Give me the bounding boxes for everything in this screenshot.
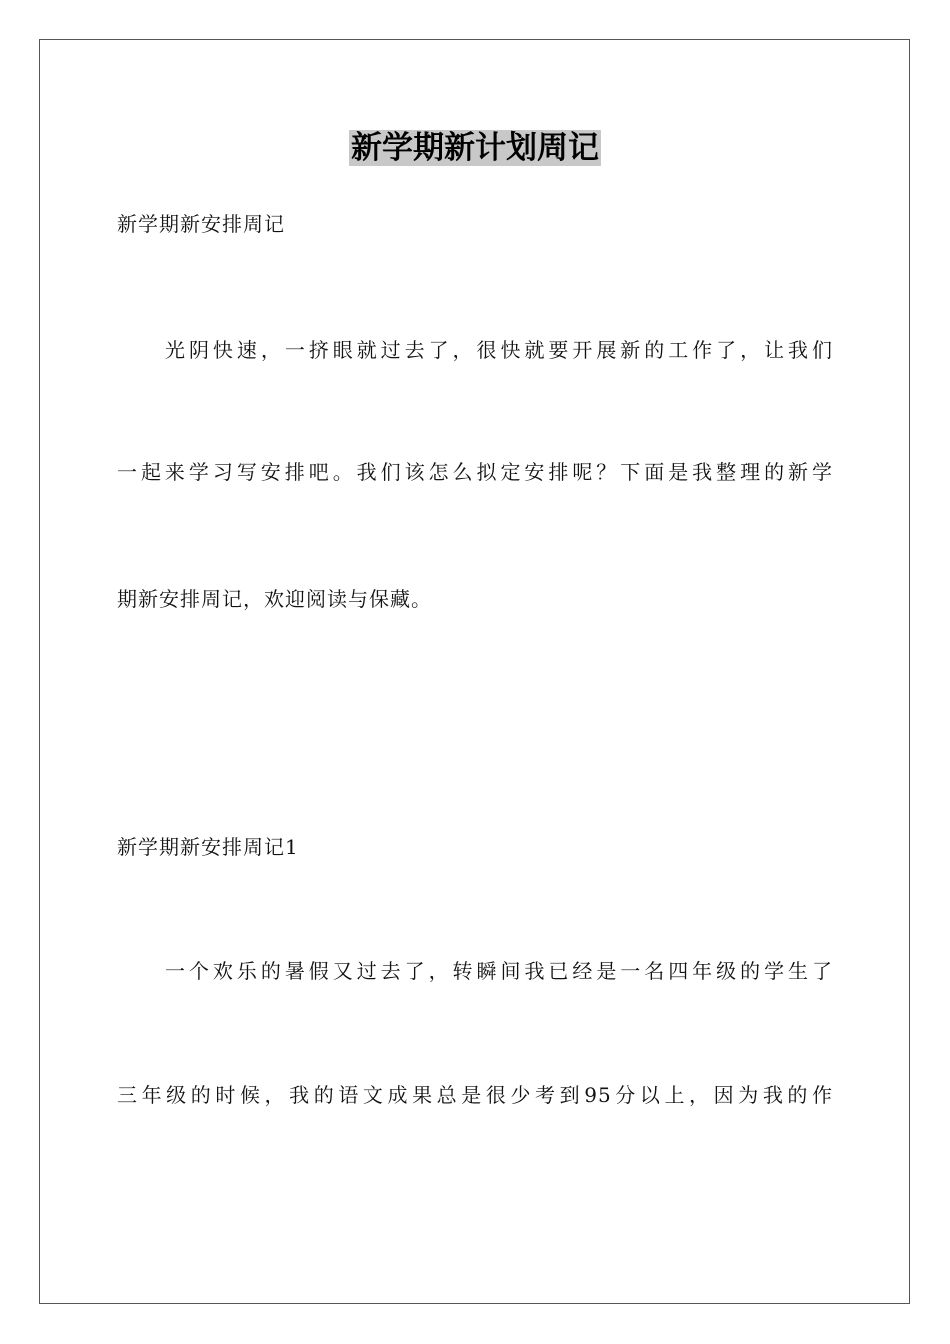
section-heading: 新学期新安排周记1 xyxy=(117,835,299,859)
body-paragraph-line-1: 一个欢乐的暑假又过去了，转瞬间我已经是一名四年级的学生了 xyxy=(165,959,833,983)
intro-paragraph-line-1: 光阴快速，一挤眼就过去了，很快就要开展新的工作了，让我们 xyxy=(165,338,833,362)
document-title-text: 新学期新计划周记 xyxy=(351,130,599,166)
document-title xyxy=(0,128,950,168)
body-paragraph-line-2: 三年级的时候，我的语文成果总是很少考到95分以上，因为我的作 xyxy=(117,1083,833,1107)
intro-paragraph-line-3: 期新安排周记，欢迎阅读与保藏。 xyxy=(117,587,432,611)
intro-paragraph-line-2: 一起来学习写安排吧。我们该怎么拟定安排呢？下面是我整理的新学 xyxy=(117,460,833,484)
subtitle-line: 新学期新安排周记 xyxy=(117,212,285,236)
